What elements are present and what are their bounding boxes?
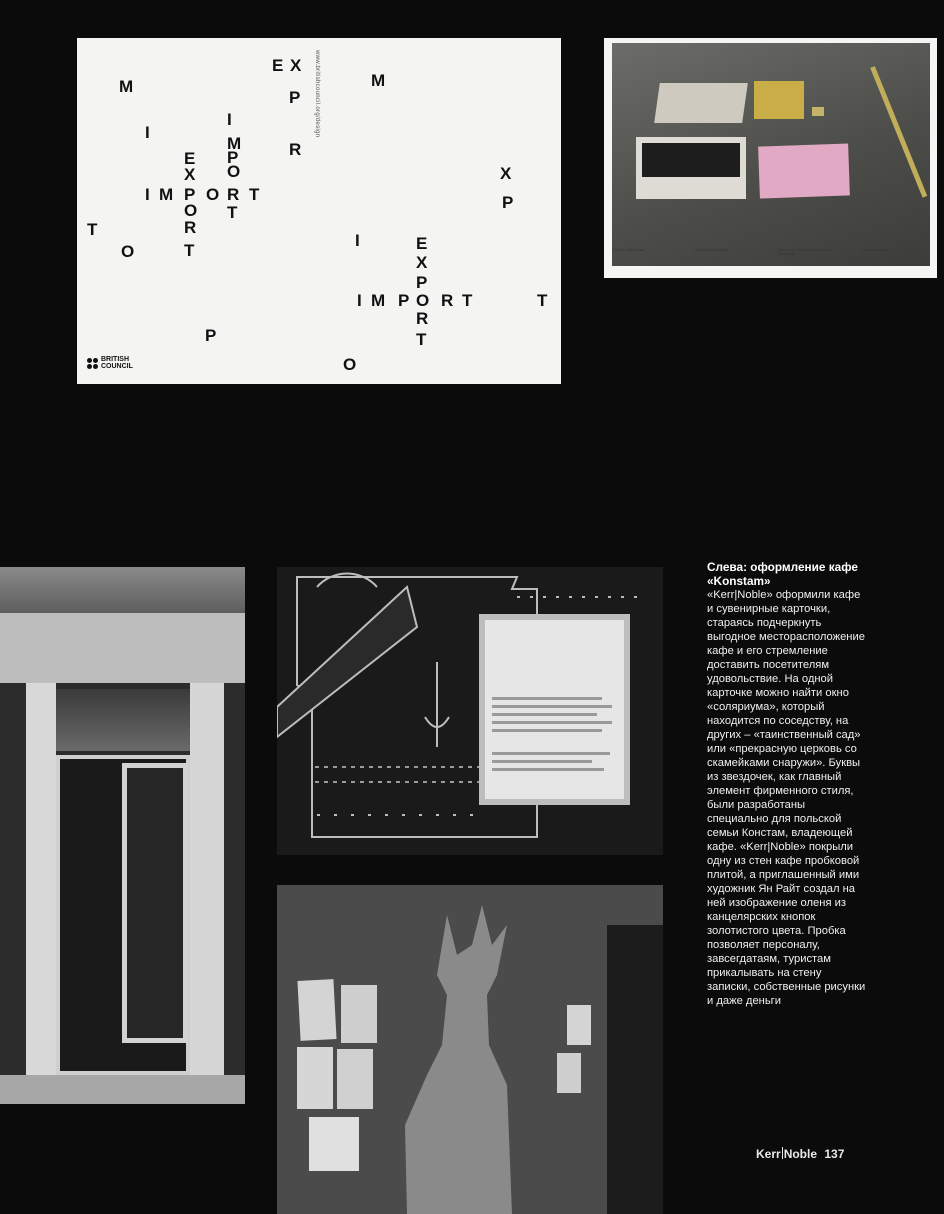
books-caption-4: 4 Import for Export <box>861 248 890 252</box>
book-3 <box>812 107 824 116</box>
umbrella <box>870 66 927 198</box>
poster-vertical-caption: www.britishcouncil.org/design <box>314 50 320 138</box>
poster-letter: T <box>184 241 195 260</box>
cork-wall-deer-photo <box>277 885 663 1214</box>
poster-letter: P <box>502 193 514 212</box>
poster-letter: I <box>145 123 150 142</box>
menu-star-pattern-graphic <box>277 567 663 855</box>
books-photo <box>612 43 930 266</box>
poster-letter: M <box>371 71 386 90</box>
book-1 <box>654 83 748 123</box>
poster-letter: O <box>227 162 241 181</box>
british-council-logo <box>87 356 133 370</box>
poster-letter: P <box>205 326 217 345</box>
books-caption-3: 3 Book: You Can Print Anywhere in Everything <box>778 248 833 256</box>
poster-letter: O <box>206 185 220 204</box>
book-5 <box>758 143 850 198</box>
article-column <box>707 560 867 1008</box>
poster-letter: R <box>184 218 197 237</box>
poster-letter: T <box>416 330 427 349</box>
fascia <box>0 613 245 683</box>
poster-letter: P <box>184 185 196 204</box>
british-council-dots-icon <box>87 358 98 369</box>
poster-letter: O <box>416 291 430 310</box>
right-column <box>190 683 224 1093</box>
books-captions <box>612 248 932 256</box>
poster-letter: T <box>87 220 98 239</box>
poster-letter: M <box>159 185 174 204</box>
poster-letter: R <box>441 291 454 310</box>
poster-letter: T <box>227 203 238 222</box>
brand-line-2: COUNCIL <box>101 363 133 370</box>
poster-letter: X <box>290 56 302 75</box>
article-body: «Kerr|Noble» оформили кафе и сувенирные карточки, стараясь подчеркнуть выгодное месторасположение кафе и его стремление доставить посетителям удовольствие. На одной карточке можно найти окно «соляриума», который находится по соседству, на других – «таинственный сад» или «прекрасную церковь со скамейками снаружи». Буквы из звездочек, как главный элемент фирменного стиля, были разработаны специально для польской семьи Констам, владеющей кафе. «Kerr|Noble» покрыли одну из стен кафе пробковой плитой, а приглашенный ими художник Ян Райт создал на ней изображение оленя из канцелярских кнопок золотистого цвета. Пробка позволяет персоналу, завсегдатаям, туристам прикалывать на стену записки, собственные рисунки и даже деньги <box>707 589 866 1007</box>
transom-window <box>56 689 190 751</box>
import-export-poster <box>77 38 561 384</box>
brand-line-1: BRITISH <box>101 356 129 363</box>
books-photo-card <box>604 38 937 278</box>
poster-letter: T <box>537 291 548 310</box>
poster-letter: I <box>145 185 150 204</box>
cafe-menu-window-photo <box>277 567 663 855</box>
article-heading: Слева: оформление кафе «Konstam» <box>707 560 858 588</box>
book-2 <box>754 81 804 119</box>
deer-pushpin-graphic <box>277 885 663 1214</box>
left-column <box>26 683 56 1083</box>
page-number: 137 <box>824 1147 845 1161</box>
poster-letter: E <box>272 56 284 75</box>
poster-letter: E <box>416 234 428 253</box>
poster-letter: T <box>249 185 260 204</box>
book-4-image <box>642 143 740 177</box>
poster-letter: E <box>184 149 196 168</box>
cafe-facade-photo <box>0 567 245 1104</box>
poster-letter: X <box>184 165 196 184</box>
poster-letter: R <box>289 140 302 159</box>
poster-letter: M <box>371 291 386 310</box>
poster-letter: M <box>227 134 242 153</box>
books-caption-2: 2 Book: Sound Stage <box>695 248 729 252</box>
poster-letter: X <box>416 253 428 272</box>
poster-letter: M <box>119 77 134 96</box>
poster-letter: P <box>416 273 428 292</box>
poster-letter: R <box>416 309 429 328</box>
poster-letter: P <box>398 291 410 310</box>
open-door <box>122 763 188 1043</box>
poster-letter: I <box>357 291 362 310</box>
books-caption-1: 1 Book: Lolyb Brown <box>612 248 645 252</box>
page-footer <box>756 1147 844 1161</box>
awning <box>0 567 245 613</box>
poster-letter: X <box>500 164 512 183</box>
footer-brand-a: Kerr <box>756 1147 781 1161</box>
poster-letter: I <box>355 231 360 250</box>
poster-letter: O <box>184 201 198 220</box>
footer-brand-b: Noble <box>783 1147 818 1161</box>
step <box>0 1075 245 1104</box>
poster-letter: O <box>121 242 135 261</box>
poster-letter: T <box>462 291 473 310</box>
footer-separator <box>782 1147 783 1159</box>
poster-letter: O <box>343 355 357 374</box>
poster-letter: R <box>227 185 240 204</box>
poster-letter: P <box>227 148 239 167</box>
poster-letter: P <box>289 88 301 107</box>
poster-letter: I <box>227 110 232 129</box>
